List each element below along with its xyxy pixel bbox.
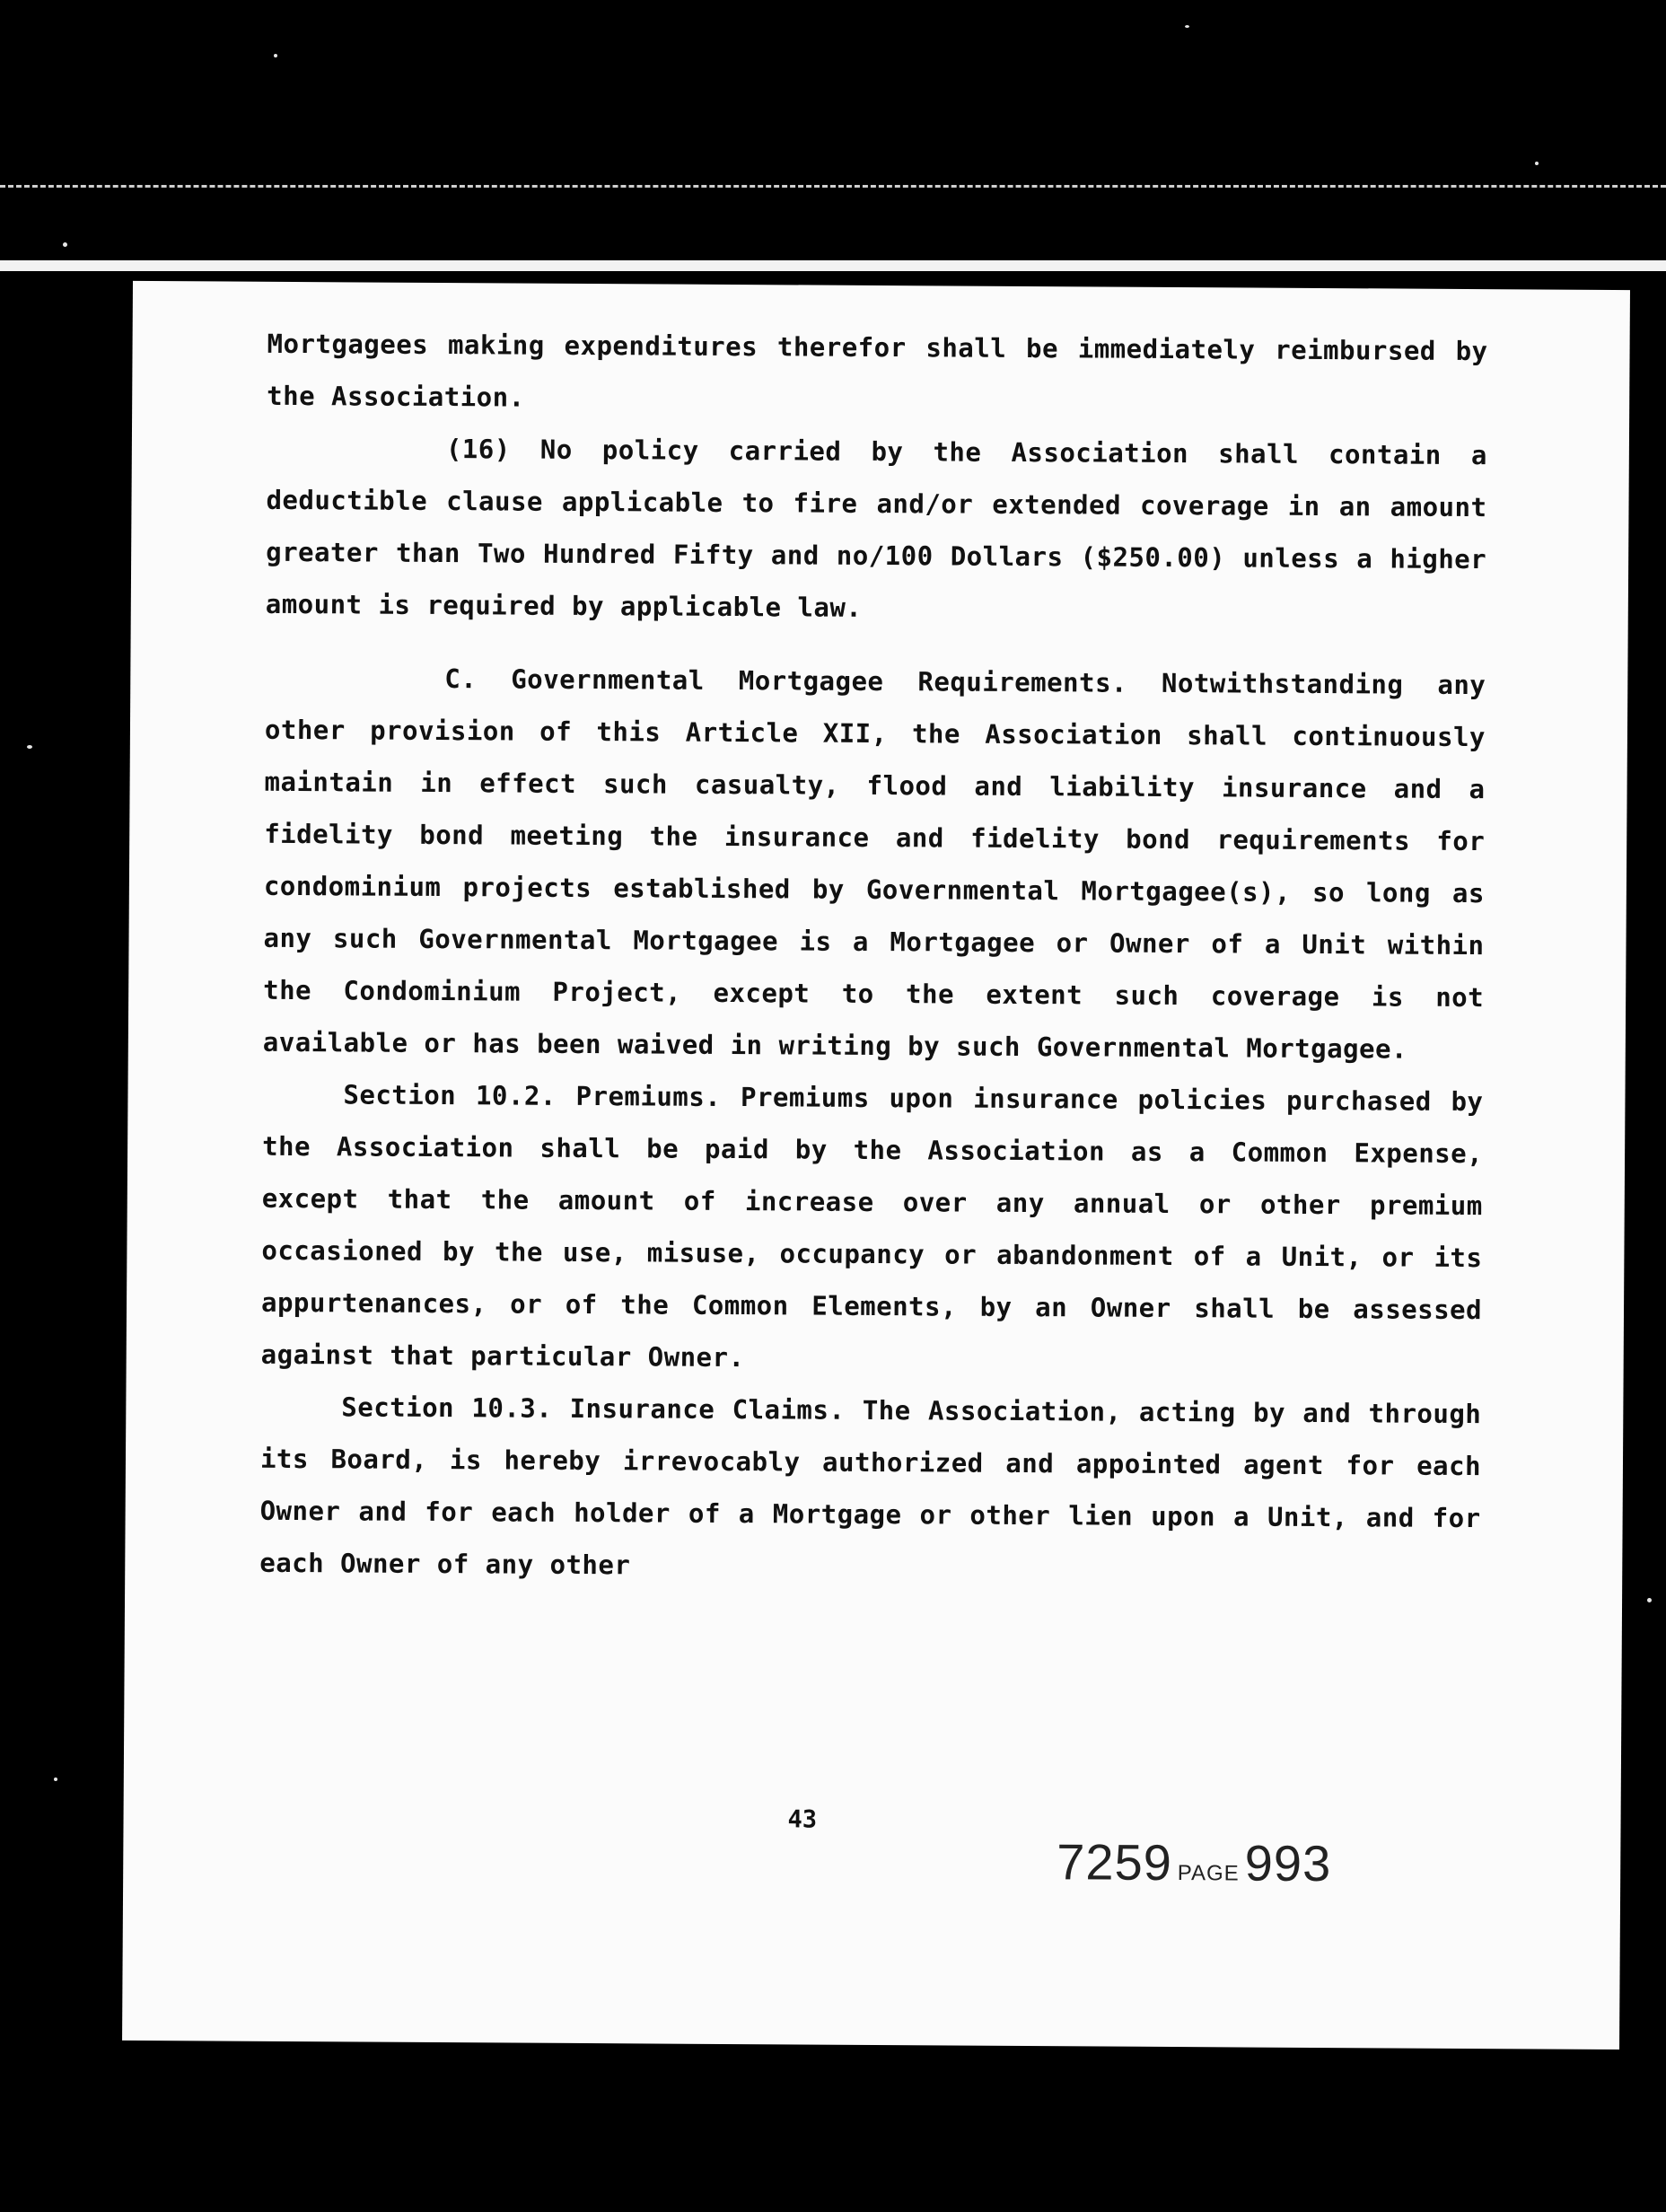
- scan-speck: [1535, 162, 1539, 165]
- scan-top-dashed-rule: [0, 185, 1666, 188]
- document-page: [122, 281, 1630, 2050]
- page-number: 43: [787, 1805, 818, 1834]
- scan-speck: [274, 54, 277, 57]
- paragraph-policy-16: (16) No policy carried by the Association shall contain a deductible clause applicable to fire and/or extended coverage in an amount greater than Two Hundred Fifty and no/100 Dollars ($250.00) unless a higher amount is required by applicable law.: [265, 434, 1487, 623]
- stamp-page-number: 993: [1244, 1834, 1332, 1892]
- scan-speck: [27, 745, 32, 749]
- paragraph-section-10-2: Section 10.2. Premiums. Premiums upon insurance policies purchased by the Association shall be paid by the Association as a Common Expense, except that the amount of increase over any annual or other premium occasioned by the use, misuse, occupancy or abandonment of a Unit, or its appurtenances, or of the Common Elements, by an Owner shall be assessed against that particular Owner.: [260, 1079, 1484, 1374]
- document-body: [259, 318, 1488, 1596]
- scan-speck: [1185, 25, 1189, 28]
- scan-top-solid-rule: [0, 260, 1666, 271]
- recording-stamp: [1057, 1832, 1331, 1892]
- paragraph-section-10-3: Section 10.3. Insurance Claims. The Association, acting by and through its Board, is hereby irrevocably authorized and appointed agent for each Owner and for each holder of a Mortgage or other lien upon a Unit, and for each Owner of any other: [259, 1391, 1482, 1581]
- scan-speck: [1647, 1598, 1652, 1602]
- scan-speck: [63, 242, 67, 247]
- paragraph-section-c: C. Governmental Mortgagee Requirements. Notwithstanding any other provision of this Article XII, the Association shall continuously maintain in effect such casualty, flood and liability insurance and a fidelity bond meeting the insurance and fidelity bond requirements for condominium projects established by Governmental Mortgagee(s), so long as any such Governmental Mortgagee is a Mortgagee or Owner of a Unit within the Condominium Project, except to the extent such coverage is not available or has been waived in writing by such Governmental Mortgagee.: [262, 663, 1486, 1065]
- scan-speck: [54, 1778, 57, 1781]
- stamp-book-number: 7259: [1057, 1833, 1173, 1892]
- paragraph-continuation: Mortgagees making expenditures therefor shall be immediately reimbursed by the Association.: [267, 328, 1488, 413]
- stamp-page-label: PAGE: [1177, 1861, 1240, 1886]
